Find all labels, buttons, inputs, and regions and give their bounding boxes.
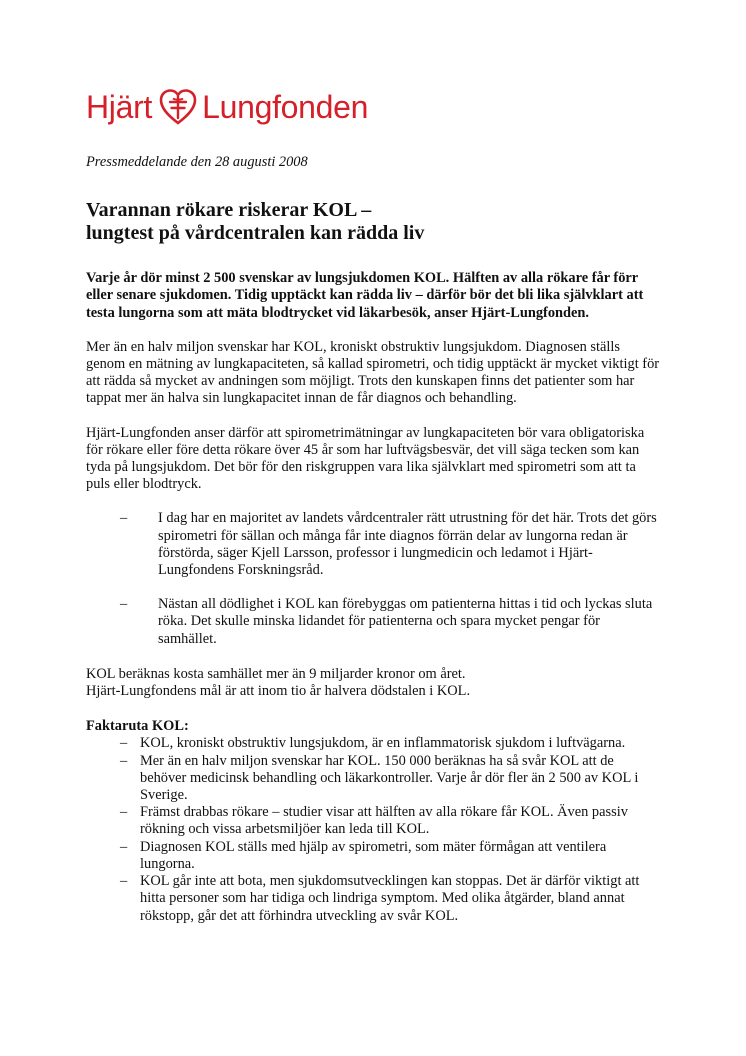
dash-bullet: – [120,752,128,769]
fact-item [86,753,660,805]
fact-item [86,804,660,838]
dash-bullet: – [120,596,128,613]
headline-line-2: lungtest på vårdcentralen kan rädda liv [86,222,425,245]
fact-text: KOL, kroniskt obstruktiv lungsjukdom, är en inflammatorisk sjukdom i luftvägarna. [140,735,626,752]
quote-list [86,510,660,647]
quote-item [86,596,660,648]
fact-text: Främst drabbas rökare – studier visar att hälften av alla rökare får KOL. Även passiv rökning och vissa arbetsmiljöer kan leda till KOL. [140,804,628,838]
press-release-body [86,154,660,925]
dash-bullet: – [120,510,128,527]
summary-line-1: KOL beräknas kosta samhället mer än 9 miljarder kronor om året. [86,665,466,682]
headline [86,199,660,245]
fact-item [86,839,660,873]
quote-text: I dag har en majoritet av landets vårdcentraler rätt utrustning för det här. Trots det görs spirometri för sällan och många får inte diagnos förrän delar av lungorna redan är förstörda, säger Kjell Larsson, professor i lungmedicin och ledamot i Hjärt-Lungfondens Forskningsråd. [158,510,657,579]
dash-bullet: – [120,804,128,821]
summary-line-2: Hjärt-Lungfondens mål är att inom tio år halvera dödstalen i KOL. [86,683,471,700]
brand-logo [86,84,368,130]
headline-line-1: Varannan rökare riskerar KOL – [86,199,372,222]
logo-text-right: Lungfonden [202,88,369,125]
facts-heading: Faktaruta KOL: [86,718,189,735]
body-paragraph-2: Hjärt-Lungfonden anser därför att spirometrimätningar av lungkapaciteten bör vara obligatoriska för rökare eller före detta rökare över 45 år som har luftvägsbesvär, det vill säga tecken som kan tyda på lungsjukdom. Det bör för den riskgruppen vara lika självklart med spirometri som att ta puls eller blodtryck. [86,424,645,493]
fact-item [86,873,660,925]
press-date: Pressmeddelande den 28 augusti 2008 [86,154,308,170]
facts-list [86,735,660,924]
logo-text-left: Hjärt [86,88,153,125]
body-paragraph-1: Mer än en halv miljon svenskar har KOL, kroniskt obstruktiv lungsjukdom. Diagnosen ställs genom en mätning av lungkapaciteten, så kallad spirometri, och tidig upptäckt är mycket viktigt för att rädda så mycket av andningen som möjligt. Trots den kunskapen finns det patienter som har tappat mer än halva sin lungkapacitet innan de får diagnos och behandling. [86,338,660,407]
fact-text: KOL går inte att bota, men sjukdomsutvecklingen kan stoppas. Det är därför viktigt att hitta personer som har tidiga och lindriga symptom. Med olika åtgärder, bland annat rökstopp, går det att förhindra utveckling av svår KOL. [140,873,640,924]
fact-text: Mer än en halv miljon svenskar har KOL. 150 000 beräknas ha så svår KOL att de behöver medicinsk behandling och läkarkontroller. Varje år dör fler än 2 500 av KOL i Sverige. [140,752,639,804]
fact-item [86,735,660,752]
dash-bullet: – [120,838,128,855]
fact-text: Diagnosen KOL ställs med hjälp av spirometri, som mäter förmågan att ventilera lungorna. [140,838,607,872]
quote-text: Nästan all dödlighet i KOL kan förebyggas om patienterna hittas i tid och lyckas sluta röka. Det skulle minska lidandet för patienterna och spara mycket pengar för samhället. [158,596,653,647]
dash-bullet: – [120,735,128,752]
dash-bullet: – [120,873,128,890]
quote-item [86,510,660,579]
heart-cross-icon [158,87,198,127]
summary-paragraph [86,666,660,700]
lead-paragraph: Varje år dör minst 2 500 svenskar av lungsjukdomen KOL. Hälften av alla rökare får förr eller senare sjukdomen. Tidig upptäckt kan rädda liv – därför bör det bli lika självklart att testa lungorna som att mäta blodtrycket vid läkarbesök, anser Hjärt-Lungfonden. [86,270,644,321]
